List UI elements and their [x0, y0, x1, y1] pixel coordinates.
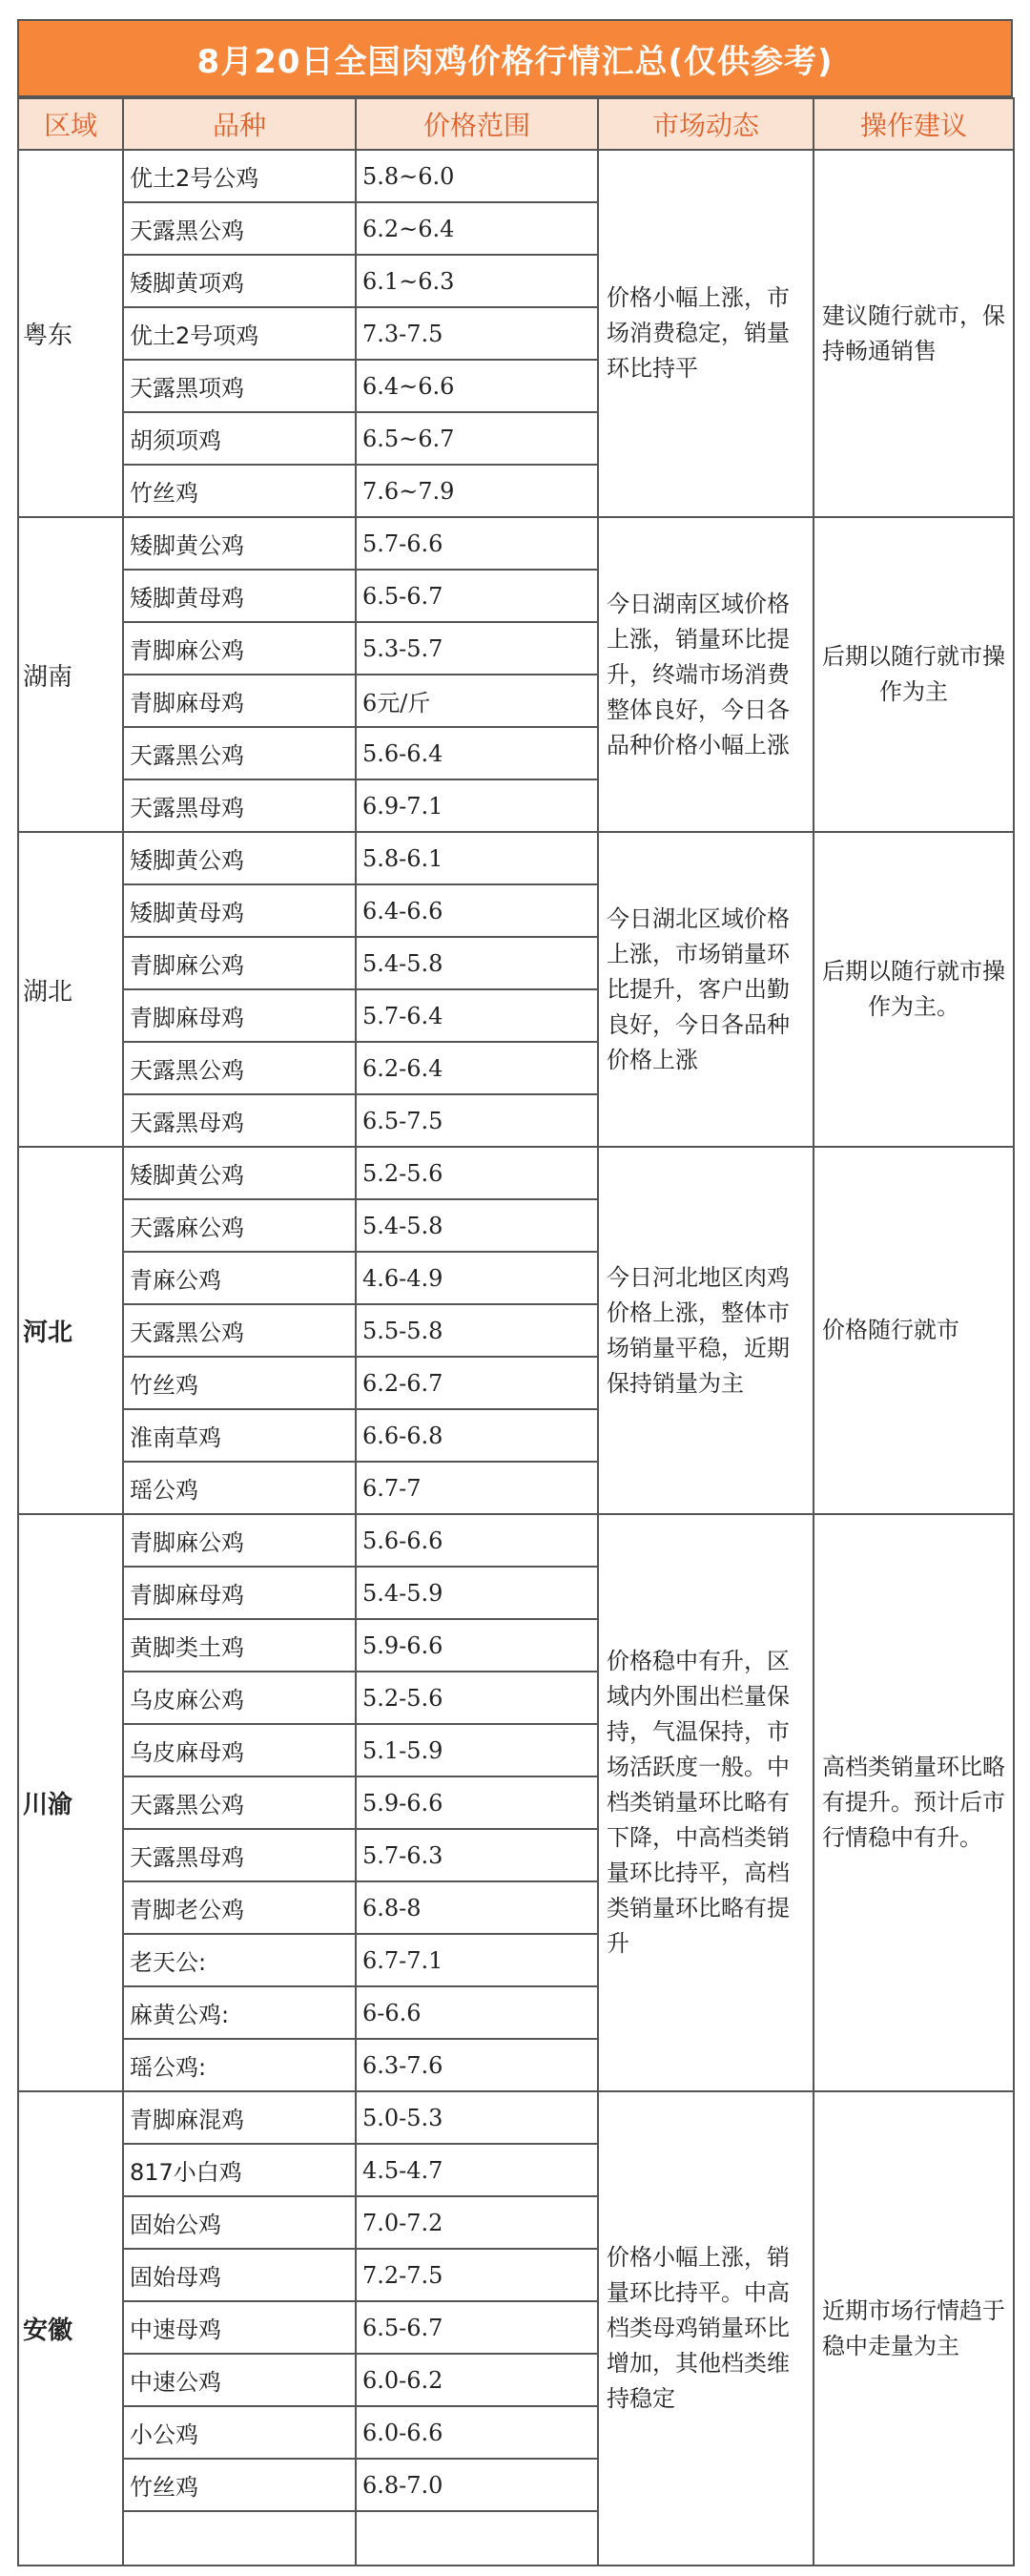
variety-cell: 天露黑公鸡 [123, 202, 356, 255]
price-cell: 5.8-6.1 [356, 832, 598, 884]
table-row [18, 1514, 1014, 1567]
variety-cell: 817小白鸡 [123, 2144, 356, 2196]
variety-cell: 老天公: [123, 1934, 356, 1986]
price-cell: 7.2-7.5 [356, 2249, 598, 2301]
price-cell: 6.2-6.7 [356, 1357, 598, 1409]
price-cell: 7.6~7.9 [356, 465, 598, 517]
variety-cell: 固始母鸡 [123, 2249, 356, 2301]
variety-cell: 青脚麻混鸡 [123, 2091, 356, 2144]
variety-cell: 青脚麻母鸡 [123, 675, 356, 727]
table-row [18, 517, 1014, 570]
price-cell: 6.4-6.6 [356, 884, 598, 937]
variety-cell: 青麻公鸡 [123, 1252, 356, 1304]
price-cell: 6.4~6.6 [356, 360, 598, 412]
region-cell: 湖北 [18, 832, 123, 1147]
price-cell: 5.3-5.7 [356, 622, 598, 675]
variety-cell: 矮脚黄项鸡 [123, 255, 356, 307]
price-cell: 6.0-6.6 [356, 2406, 598, 2459]
variety-cell: 天露黑母鸡 [123, 779, 356, 832]
variety-cell: 矮脚黄公鸡 [123, 517, 356, 570]
price-cell: 5.0-5.3 [356, 2091, 598, 2144]
price-cell: 6.0-6.2 [356, 2354, 598, 2406]
market-dynamic-cell: 今日湖南区域价格上涨，销量环比提升，终端市场消费整体良好，今日各品种价格小幅上涨 [598, 517, 814, 832]
variety-cell: 乌皮麻母鸡 [123, 1724, 356, 1776]
table-body [18, 150, 1014, 2566]
price-cell: 6.8-8 [356, 1881, 598, 1934]
advice-cell: 高档类销量环比略有提升。预计后市行情稳中有升。 [814, 1514, 1014, 2091]
variety-cell: 麻黄公鸡: [123, 1986, 356, 2039]
market-dynamic-cell: 价格小幅上涨，销量环比持平。中高档类母鸡销量环比增加，其他档类维持稳定 [598, 2091, 814, 2566]
price-cell: 6.1~6.3 [356, 255, 598, 307]
price-cell: 7.0-7.2 [356, 2196, 598, 2249]
region-cell: 河北 [18, 1147, 123, 1514]
advice-cell: 后期以随行就市操作为主。 [814, 832, 1014, 1147]
variety-cell: 天露黑母鸡 [123, 1094, 356, 1147]
price-cell: 4.6-4.9 [356, 1252, 598, 1304]
price-cell: 5.4-5.9 [356, 1567, 598, 1619]
variety-cell: 优土2号项鸡 [123, 307, 356, 360]
header-variety: 品种 [123, 98, 356, 150]
price-cell: 5.9-6.6 [356, 1619, 598, 1672]
price-cell: 4.5-4.7 [356, 2144, 598, 2196]
price-cell: 5.1-5.9 [356, 1724, 598, 1776]
variety-cell: 天露黑公鸡 [123, 1304, 356, 1357]
price-cell: 5.8~6.0 [356, 150, 598, 202]
price-cell: 5.6-6.4 [356, 727, 598, 779]
price-cell: 6.8-7.0 [356, 2459, 598, 2511]
price-cell: 6.5~6.7 [356, 412, 598, 465]
variety-cell: 矮脚黄公鸡 [123, 832, 356, 884]
table-row [18, 150, 1014, 202]
variety-cell: 瑶公鸡: [123, 2039, 356, 2091]
price-cell: 5.4-5.8 [356, 937, 598, 989]
variety-cell: 青脚麻公鸡 [123, 1514, 356, 1567]
variety-cell: 青脚麻公鸡 [123, 937, 356, 989]
variety-cell: 竹丝鸡 [123, 465, 356, 517]
variety-cell: 竹丝鸡 [123, 2459, 356, 2511]
advice-cell: 近期市场行情趋于稳中走量为主 [814, 2091, 1014, 2566]
variety-cell: 小公鸡 [123, 2406, 356, 2459]
variety-cell: 青脚老公鸡 [123, 1881, 356, 1934]
variety-cell: 矮脚黄母鸡 [123, 570, 356, 622]
price-cell: 5.7-6.6 [356, 517, 598, 570]
variety-cell: 青脚麻母鸡 [123, 1567, 356, 1619]
header-advice: 操作建议 [814, 98, 1014, 150]
price-cell: 6.2~6.4 [356, 202, 598, 255]
variety-cell: 天露黑公鸡 [123, 727, 356, 779]
variety-cell: 矮脚黄公鸡 [123, 1147, 356, 1199]
price-cell: 5.9-6.6 [356, 1776, 598, 1829]
variety-cell: 黄脚类土鸡 [123, 1619, 356, 1672]
variety-cell: 矮脚黄母鸡 [123, 884, 356, 937]
variety-cell: 天露黑母鸡 [123, 1829, 356, 1881]
region-cell: 安徽 [18, 2091, 123, 2566]
variety-cell: 青脚麻公鸡 [123, 622, 356, 675]
price-cell: 6.5-6.7 [356, 2301, 598, 2354]
market-dynamic-cell: 价格稳中有升，区域内外围出栏量保持，气温保持，市场活跃度一般。中档类销量环比略有下降，中高档类销量环比持平，高档类销量环比略有提升 [598, 1514, 814, 2091]
variety-cell: 淮南草鸡 [123, 1409, 356, 1462]
table-row [18, 1147, 1014, 1199]
price-cell: 6.2-6.4 [356, 1042, 598, 1094]
header-region: 区域 [18, 98, 123, 150]
price-cell: 6.6-6.8 [356, 1409, 598, 1462]
advice-cell: 建议随行就市，保持畅通销售 [814, 150, 1014, 517]
price-cell [356, 2511, 598, 2566]
variety-cell: 中速公鸡 [123, 2354, 356, 2406]
price-summary-document [17, 19, 1013, 2566]
price-cell: 5.7-6.3 [356, 1829, 598, 1881]
price-table [17, 97, 1015, 2566]
region-cell: 川渝 [18, 1514, 123, 2091]
market-dynamic-cell: 今日湖北区域价格上涨，市场销量环比提升，客户出勤良好，今日各品种价格上涨 [598, 832, 814, 1147]
price-cell: 6.9-7.1 [356, 779, 598, 832]
market-dynamic-cell: 价格小幅上涨，市场消费稳定，销量环比持平 [598, 150, 814, 517]
table-row [18, 832, 1014, 884]
header-market-dynamic: 市场动态 [598, 98, 814, 150]
variety-cell: 天露黑公鸡 [123, 1042, 356, 1094]
price-cell: 6.5-7.5 [356, 1094, 598, 1147]
market-dynamic-cell: 今日河北地区肉鸡价格上涨，整体市场销量平稳，近期保持销量为主 [598, 1147, 814, 1514]
price-cell: 5.4-5.8 [356, 1199, 598, 1252]
variety-cell: 胡须项鸡 [123, 412, 356, 465]
variety-cell: 中速母鸡 [123, 2301, 356, 2354]
region-cell: 湖南 [18, 517, 123, 832]
advice-cell: 后期以随行就市操作为主 [814, 517, 1014, 832]
variety-cell: 天露黑项鸡 [123, 360, 356, 412]
variety-cell: 天露麻公鸡 [123, 1199, 356, 1252]
variety-cell: 天露黑公鸡 [123, 1776, 356, 1829]
price-cell: 5.7-6.4 [356, 989, 598, 1042]
price-cell: 5.6-6.6 [356, 1514, 598, 1567]
variety-cell: 青脚麻母鸡 [123, 989, 356, 1042]
variety-cell: 优土2号公鸡 [123, 150, 356, 202]
price-cell: 7.3-7.5 [356, 307, 598, 360]
variety-cell: 竹丝鸡 [123, 1357, 356, 1409]
price-cell: 5.5-5.8 [356, 1304, 598, 1357]
price-cell: 6元/斤 [356, 675, 598, 727]
price-cell: 6.7-7.1 [356, 1934, 598, 1986]
variety-cell: 瑶公鸡 [123, 1462, 356, 1514]
price-cell: 5.2-5.6 [356, 1672, 598, 1724]
price-cell: 5.2-5.6 [356, 1147, 598, 1199]
header-price-range: 价格范围 [356, 98, 598, 150]
variety-cell: 乌皮麻公鸡 [123, 1672, 356, 1724]
region-cell: 粤东 [18, 150, 123, 517]
price-cell: 6.3-7.6 [356, 2039, 598, 2091]
table-header-row [18, 98, 1014, 150]
variety-cell [123, 2511, 356, 2566]
price-cell: 6.5-6.7 [356, 570, 598, 622]
price-cell: 6.7-7 [356, 1462, 598, 1514]
page-title: 8月20日全国肉鸡价格行情汇总(仅供参考) [17, 19, 1013, 97]
price-cell: 6-6.6 [356, 1986, 598, 2039]
variety-cell: 固始公鸡 [123, 2196, 356, 2249]
advice-cell: 价格随行就市 [814, 1147, 1014, 1514]
table-row [18, 2091, 1014, 2144]
